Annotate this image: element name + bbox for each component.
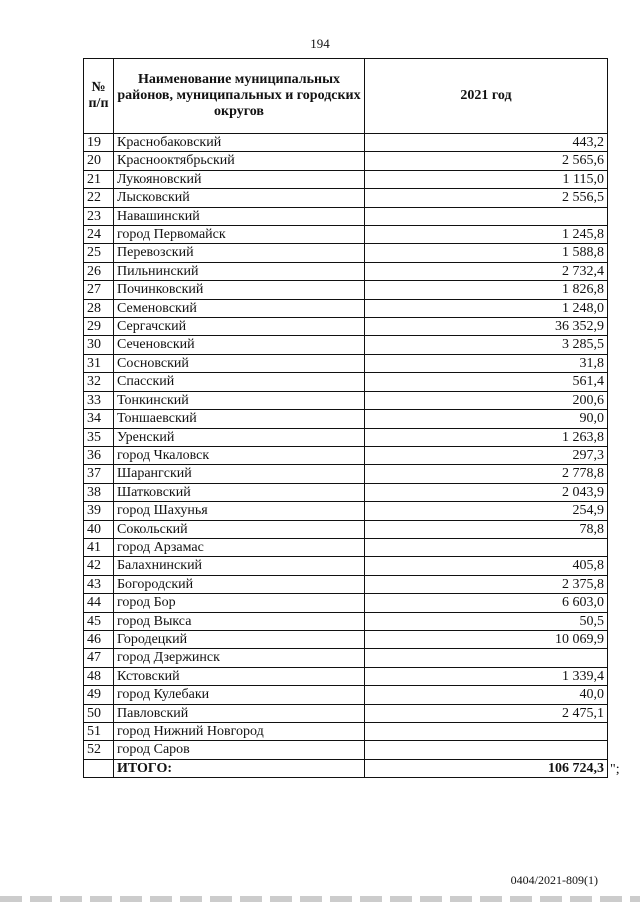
row-value: 1 245,8 (365, 226, 608, 244)
row-name: Шатковский (114, 483, 365, 501)
row-number: 34 (84, 410, 114, 428)
row-number: 37 (84, 465, 114, 483)
row-value (365, 741, 608, 759)
row-number: 42 (84, 557, 114, 575)
row-name: Сокольский (114, 520, 365, 538)
document-code: 0404/2021-809(1) (510, 873, 598, 887)
row-name: Кстовский (114, 667, 365, 685)
row-name: Лукояновский (114, 170, 365, 188)
table-row (84, 428, 608, 446)
row-name: Лысковский (114, 189, 365, 207)
row-number: 25 (84, 244, 114, 262)
table-row (84, 354, 608, 372)
row-number: 30 (84, 336, 114, 354)
row-name: Сергачский (114, 318, 365, 336)
row-number: 29 (84, 318, 114, 336)
row-value: 561,4 (365, 373, 608, 391)
table-row (84, 538, 608, 556)
total-label: ИТОГО: (114, 759, 365, 777)
row-number: 26 (84, 262, 114, 280)
row-number: 45 (84, 612, 114, 630)
row-value: 90,0 (365, 410, 608, 428)
row-number: 21 (84, 170, 114, 188)
table-row (84, 207, 608, 225)
row-name: Навашинский (114, 207, 365, 225)
row-value (365, 538, 608, 556)
table-row (84, 373, 608, 391)
row-value: 1 115,0 (365, 170, 608, 188)
row-name: Сосновский (114, 354, 365, 372)
row-number: 33 (84, 391, 114, 409)
table-row (84, 741, 608, 759)
row-number: 27 (84, 281, 114, 299)
header-number: № п/п (84, 59, 114, 134)
row-value: 2 043,9 (365, 483, 608, 501)
row-name: город Шахунья (114, 502, 365, 520)
row-value: 443,2 (365, 134, 608, 152)
row-number: 19 (84, 134, 114, 152)
row-name: Спасский (114, 373, 365, 391)
row-value: 6 603,0 (365, 594, 608, 612)
row-value (365, 723, 608, 741)
row-value: 40,0 (365, 686, 608, 704)
table-row (84, 410, 608, 428)
total-number-cell (84, 759, 114, 777)
row-value: 200,6 (365, 391, 608, 409)
table-row (84, 189, 608, 207)
table-row (84, 318, 608, 336)
page-number: 194 (310, 36, 330, 51)
row-value: 254,9 (365, 502, 608, 520)
row-number: 31 (84, 354, 114, 372)
row-name: город Выкса (114, 612, 365, 630)
row-name: Богородский (114, 575, 365, 593)
table-row (84, 299, 608, 317)
row-name: город Нижний Новгород (114, 723, 365, 741)
row-value: 1 263,8 (365, 428, 608, 446)
row-number: 35 (84, 428, 114, 446)
row-number: 52 (84, 741, 114, 759)
row-number: 51 (84, 723, 114, 741)
row-number: 38 (84, 483, 114, 501)
row-number: 39 (84, 502, 114, 520)
row-value: 3 285,5 (365, 336, 608, 354)
table-row (84, 226, 608, 244)
row-value: 1 588,8 (365, 244, 608, 262)
table-row (84, 557, 608, 575)
table-row (84, 502, 608, 520)
budget-table (83, 58, 608, 778)
table-row (84, 391, 608, 409)
row-name: Краснобаковский (114, 134, 365, 152)
row-value: 78,8 (365, 520, 608, 538)
header-year: 2021 год (365, 59, 608, 134)
row-number: 24 (84, 226, 114, 244)
table-row (84, 520, 608, 538)
row-number: 47 (84, 649, 114, 667)
scan-bottom-edge (0, 896, 640, 902)
row-name: Перевозский (114, 244, 365, 262)
table-row (84, 483, 608, 501)
row-number: 44 (84, 594, 114, 612)
row-name: Краснооктябрьский (114, 152, 365, 170)
row-name: город Бор (114, 594, 365, 612)
row-number: 32 (84, 373, 114, 391)
row-name: Шарангский (114, 465, 365, 483)
row-name: Балахнинский (114, 557, 365, 575)
row-value: 2 556,5 (365, 189, 608, 207)
table-row (84, 704, 608, 722)
row-name: Тоншаевский (114, 410, 365, 428)
row-value: 2 375,8 (365, 575, 608, 593)
row-value (365, 649, 608, 667)
row-value: 1 248,0 (365, 299, 608, 317)
row-value: 297,3 (365, 446, 608, 464)
row-name: город Кулебаки (114, 686, 365, 704)
row-number: 23 (84, 207, 114, 225)
table-row (84, 336, 608, 354)
table-row (84, 686, 608, 704)
row-value: 405,8 (365, 557, 608, 575)
closing-quote-mark: "; (610, 762, 620, 777)
total-row (84, 759, 608, 777)
table-row (84, 244, 608, 262)
table-row (84, 667, 608, 685)
table-row (84, 152, 608, 170)
table-row (84, 134, 608, 152)
total-value: 106 724,3 (365, 759, 608, 777)
table-row (84, 170, 608, 188)
row-value: 50,5 (365, 612, 608, 630)
row-number: 43 (84, 575, 114, 593)
table-row (84, 446, 608, 464)
table-header-row (84, 59, 608, 134)
row-name: Семеновский (114, 299, 365, 317)
table-row (84, 262, 608, 280)
row-number: 48 (84, 667, 114, 685)
row-name: город Дзержинск (114, 649, 365, 667)
row-number: 50 (84, 704, 114, 722)
row-value: 36 352,9 (365, 318, 608, 336)
row-number: 20 (84, 152, 114, 170)
row-name: Починковский (114, 281, 365, 299)
row-name: Пильнинский (114, 262, 365, 280)
row-name: город Саров (114, 741, 365, 759)
table-row (84, 594, 608, 612)
row-value: 2 778,8 (365, 465, 608, 483)
row-value: 31,8 (365, 354, 608, 372)
row-number: 41 (84, 538, 114, 556)
table-body (84, 134, 608, 760)
row-name: город Чкаловск (114, 446, 365, 464)
row-number: 46 (84, 630, 114, 648)
row-value: 2 475,1 (365, 704, 608, 722)
table-row (84, 281, 608, 299)
row-name: Уренский (114, 428, 365, 446)
header-name: Наименование муниципальных районов, муниципальных и городских округов (114, 59, 365, 134)
row-number: 40 (84, 520, 114, 538)
table-row (84, 465, 608, 483)
row-value: 2 565,6 (365, 152, 608, 170)
row-value: 1 826,8 (365, 281, 608, 299)
row-name: Павловский (114, 704, 365, 722)
row-name: город Первомайск (114, 226, 365, 244)
table-row (84, 723, 608, 741)
row-number: 22 (84, 189, 114, 207)
row-name: Тонкинский (114, 391, 365, 409)
row-number: 36 (84, 446, 114, 464)
table-row (84, 630, 608, 648)
row-value (365, 207, 608, 225)
row-value: 2 732,4 (365, 262, 608, 280)
table-row (84, 575, 608, 593)
row-name: Сеченовский (114, 336, 365, 354)
row-value: 1 339,4 (365, 667, 608, 685)
row-value: 10 069,9 (365, 630, 608, 648)
row-number: 49 (84, 686, 114, 704)
row-number: 28 (84, 299, 114, 317)
row-name: Городецкий (114, 630, 365, 648)
row-name: город Арзамас (114, 538, 365, 556)
table-row (84, 612, 608, 630)
table-row (84, 649, 608, 667)
